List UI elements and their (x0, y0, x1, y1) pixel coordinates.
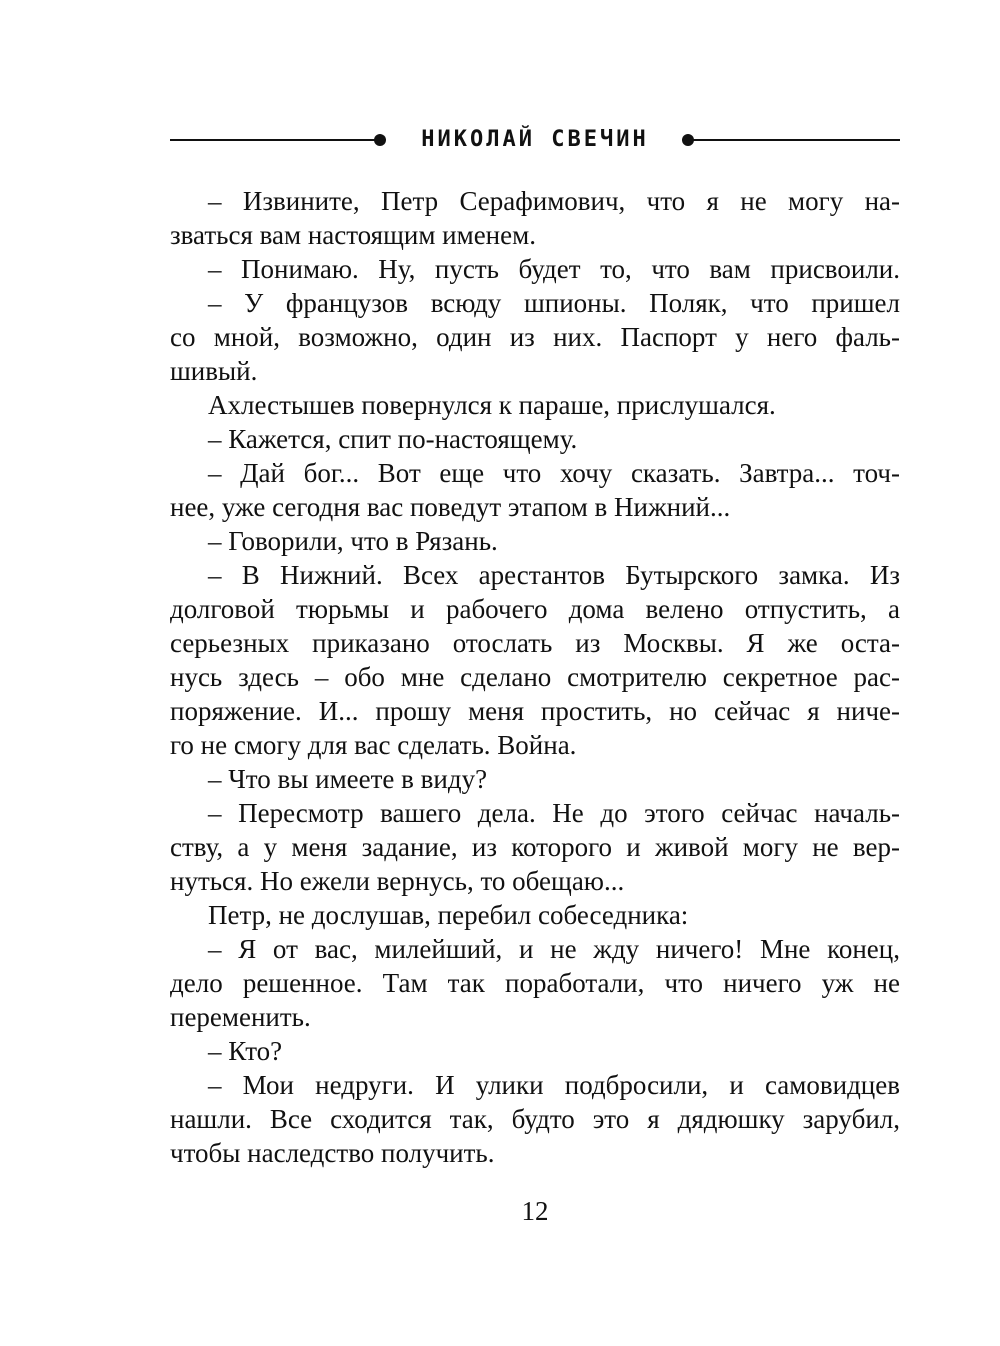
text-line: – В Нижний. Всех арестантов Бутырского замка. Из (208, 560, 900, 590)
page-number: 12 (521, 1196, 549, 1226)
text-line: Петр, не дослушав, перебил собеседника: (208, 900, 689, 930)
text-line: – Пересмотр вашего дела. Не до этого сейчас началь- (208, 798, 900, 828)
header-rule-left (170, 139, 376, 141)
text-line: – Мои недруги. И улики подбросили, и самовидцев (208, 1070, 900, 1100)
header-rule-right (690, 139, 900, 141)
text-line: шивый. (170, 356, 258, 386)
text-line: поряжение. И... прошу меня простить, но сейчас я ниче- (170, 696, 900, 726)
text-line: ству, а у меня задание, из которого и живой могу не вер- (170, 832, 900, 862)
text-line: Ахлестышев повернулся к параше, прислушался. (208, 390, 776, 420)
text-line: со мной, возможно, один из них. Паспорт у него фаль- (170, 322, 900, 352)
text-line: нусь здесь – обо мне сделано смотрителю секретное рас- (170, 662, 900, 692)
text-line: дело решенное. Там так поработали, что ничего уж не (170, 968, 900, 998)
text-line: – Извините, Петр Серафимович, что я не могу на- (208, 186, 900, 216)
text-line: – Дай бог... Вот еще что хочу сказать. Завтра... точ- (208, 458, 900, 488)
text-line: нее, уже сегодня вас поведут этапом в Нижний... (170, 492, 731, 522)
text-line: нуться. Но ежели вернусь, то обещаю... (170, 866, 625, 896)
text-line: переменить. (170, 1002, 311, 1032)
text-line: зваться вам настоящим именем. (170, 220, 536, 250)
running-head-author: НИКОЛАЙ СВЕЧИН (421, 127, 649, 152)
text-line: – Что вы имеете в виду? (208, 764, 488, 794)
text-line: – Говорили, что в Рязань. (208, 526, 498, 556)
running-header (170, 122, 900, 158)
text-line: серьезных приказано отослать из Москвы. Я же оста- (170, 628, 900, 658)
text-line: – У французов всюду шпионы. Поляк, что пришел (208, 288, 900, 318)
text-line: – Я от вас, милейший, и не жду ничего! Мне конец, (208, 934, 900, 964)
text-line: чтобы наследство получить. (170, 1138, 495, 1168)
page-body-text (170, 184, 900, 1170)
text-line: – Кажется, спит по-настоящему. (208, 424, 578, 454)
text-line: – Понимаю. Ну, пусть будет то, что вам присвоили. (208, 254, 900, 284)
text-line: – Кто? (208, 1036, 283, 1066)
text-line: нашли. Все сходится так, будто это я дядюшку зарубил, (170, 1104, 900, 1134)
text-line: го не смогу для вас сделать. Война. (170, 730, 577, 760)
text-line: долговой тюрьмы и рабочего дома велено отпустить, а (170, 594, 900, 624)
header-ornament-dot-left (374, 134, 386, 146)
